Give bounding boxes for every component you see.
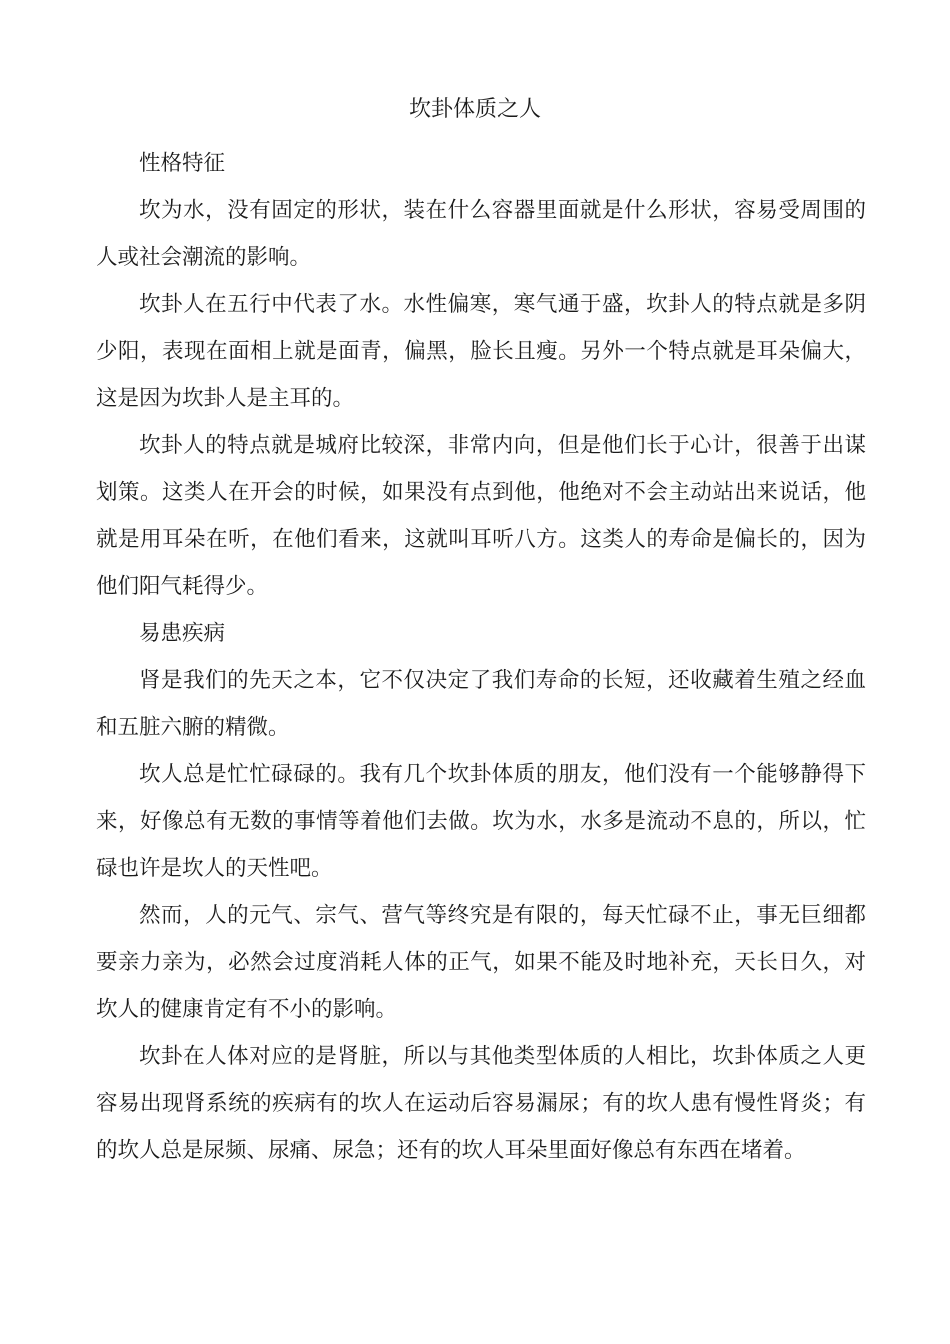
paragraph: 坎卦人的特点就是城府比较深，非常内向，但是他们长于心计，很善于出谋划策。这类人在开会的时候，如果没有点到他，他绝对不会主动站出来说话，他就是用耳朵在听，在他们看来，这就叫耳听八方。这类人的寿命是偏长的，因为他们阳气耗得少。 xyxy=(96,433,866,599)
paragraph: 坎卦在人体对应的是肾脏，所以与其他类型体质的人相比，坎卦体质之人更容易出现肾系统的疾病有的坎人在运动后容易漏尿；有的坎人患有慢性肾炎；有的坎人总是尿频、尿痛、尿急；还有的坎人耳朵里面好像总有东西在堵着。 xyxy=(96,1044,866,1163)
section-heading-personality: 性格特征 xyxy=(139,151,226,176)
document-body xyxy=(96,140,866,1174)
paragraph: 坎为水，没有固定的形状，装在什么容器里面就是什么形状，容易受周围的人或社会潮流的影响。 xyxy=(96,198,866,270)
section-heading-diseases: 易患疾病 xyxy=(139,621,226,646)
paragraph: 肾是我们的先天之本，它不仅决定了我们寿命的长短，还收藏着生殖之经血和五脏六腑的精微。 xyxy=(96,668,866,740)
paragraph: 然而，人的元气、宗气、营气等终究是有限的，每天忙碌不止，事无巨细都要亲力亲为，必然会过度消耗人体的正气，如果不能及时地补充，天长日久，对坎人的健康肯定有不小的影响。 xyxy=(96,903,866,1022)
page-title: 坎卦体质之人 xyxy=(408,97,541,122)
paragraph: 坎人总是忙忙碌碌的。我有几个坎卦体质的朋友，他们没有一个能够静得下来，好像总有无数的事情等着他们去做。坎为水，水多是流动不息的，所以，忙碌也许是坎人的天性吧。 xyxy=(96,762,866,881)
paragraph: 坎卦人在五行中代表了水。水性偏寒，寒气通于盛，坎卦人的特点就是多阴少阳，表现在面相上就是面青，偏黑，脸长且瘦。另外一个特点就是耳朵偏大，这是因为坎卦人是主耳的。 xyxy=(96,292,866,411)
